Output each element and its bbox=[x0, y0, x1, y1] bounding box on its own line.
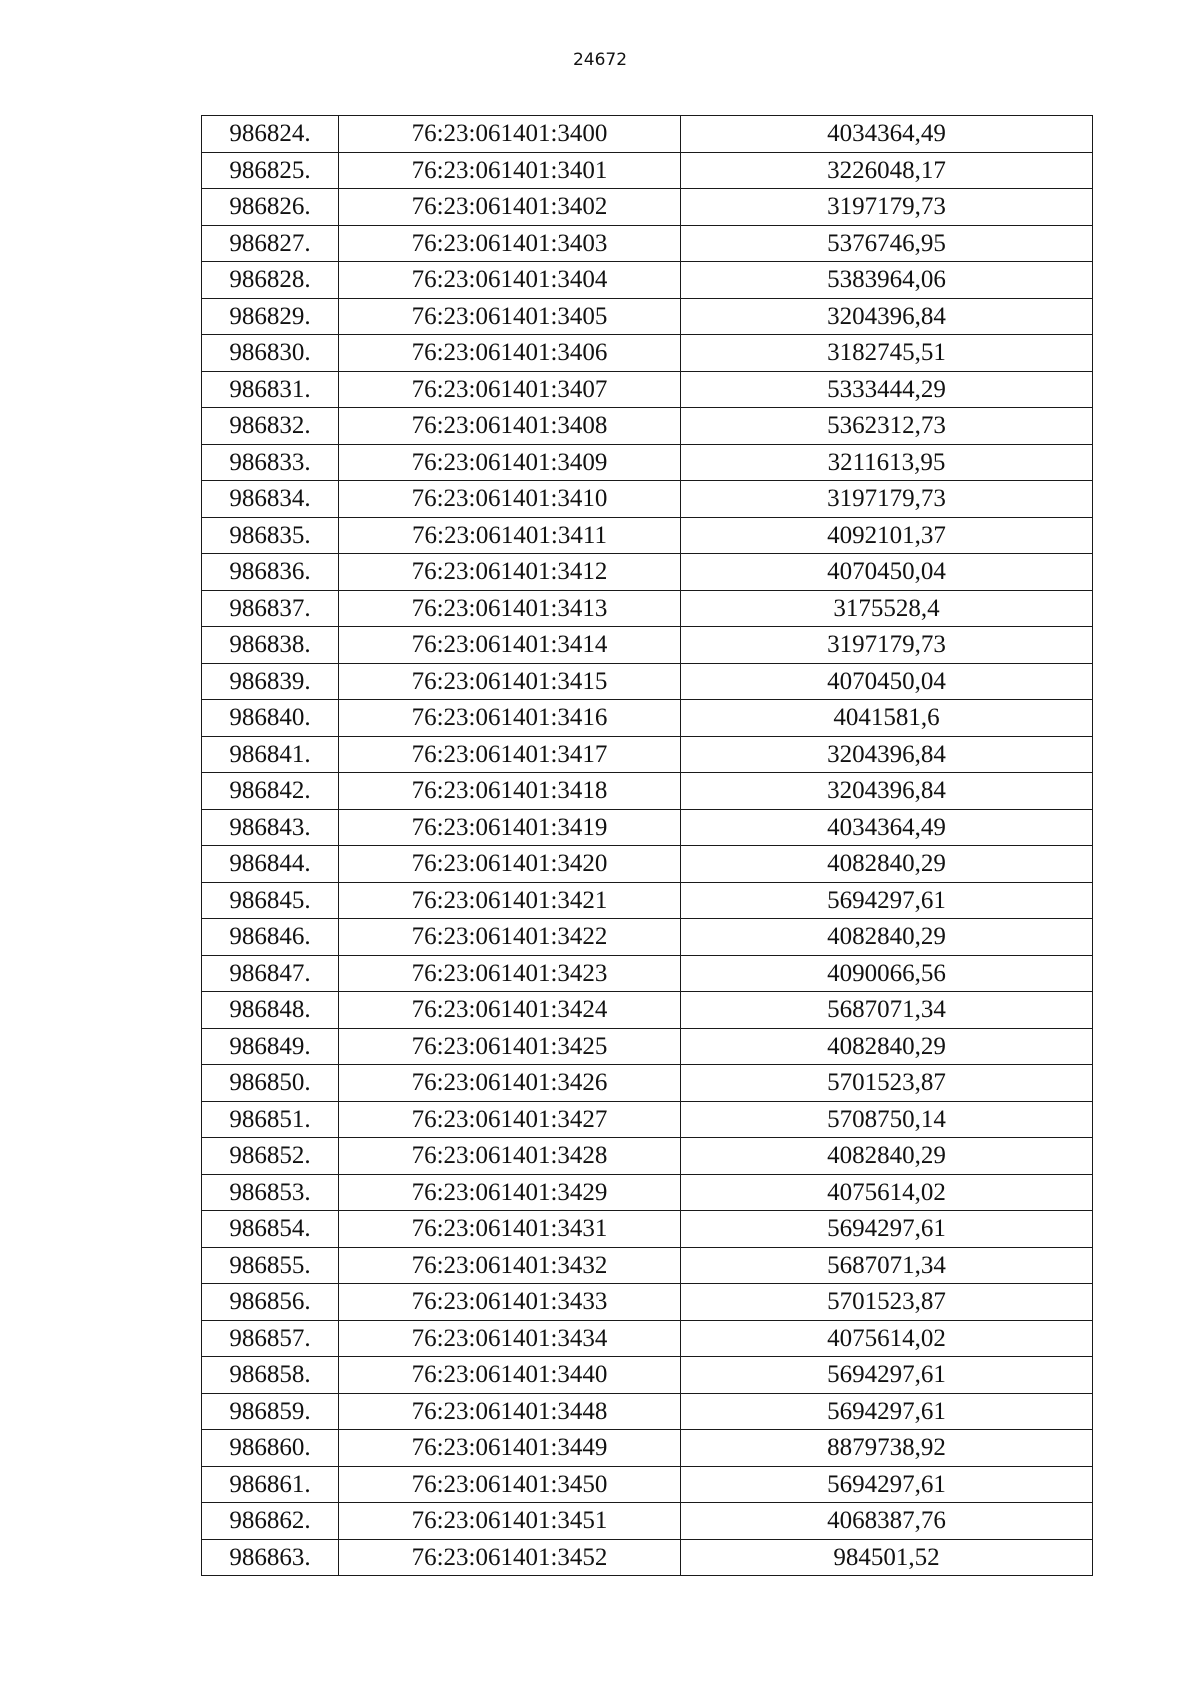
cadastral-value-cell: 4075614,02 bbox=[681, 1320, 1093, 1357]
table-row bbox=[202, 1284, 1093, 1321]
table-row bbox=[202, 1247, 1093, 1284]
row-number-cell: 986835. bbox=[202, 517, 339, 554]
table-row bbox=[202, 554, 1093, 591]
cadastral-number-cell: 76:23:061401:3422 bbox=[339, 919, 681, 956]
row-number-cell: 986836. bbox=[202, 554, 339, 591]
cadastral-value-cell: 3211613,95 bbox=[681, 444, 1093, 481]
row-number-cell: 986847. bbox=[202, 955, 339, 992]
cadastral-number-cell: 76:23:061401:3413 bbox=[339, 590, 681, 627]
row-number-cell: 986849. bbox=[202, 1028, 339, 1065]
table-row bbox=[202, 189, 1093, 226]
row-number-cell: 986833. bbox=[202, 444, 339, 481]
cadastral-number-cell: 76:23:061401:3449 bbox=[339, 1430, 681, 1467]
cadastral-number-cell: 76:23:061401:3432 bbox=[339, 1247, 681, 1284]
row-number-cell: 986860. bbox=[202, 1430, 339, 1467]
row-number-cell: 986839. bbox=[202, 663, 339, 700]
cadastral-value-cell: 5687071,34 bbox=[681, 1247, 1093, 1284]
row-number-cell: 986856. bbox=[202, 1284, 339, 1321]
table-row bbox=[202, 517, 1093, 554]
cadastral-value-cell: 8879738,92 bbox=[681, 1430, 1093, 1467]
cadastral-number-cell: 76:23:061401:3400 bbox=[339, 116, 681, 153]
cadastral-value-cell: 4082840,29 bbox=[681, 1028, 1093, 1065]
cadastral-number-cell: 76:23:061401:3414 bbox=[339, 627, 681, 664]
row-number-cell: 986842. bbox=[202, 773, 339, 810]
cadastral-number-cell: 76:23:061401:3425 bbox=[339, 1028, 681, 1065]
table-row bbox=[202, 955, 1093, 992]
table-row bbox=[202, 992, 1093, 1029]
cadastral-value-cell: 4090066,56 bbox=[681, 955, 1093, 992]
cadastral-number-cell: 76:23:061401:3427 bbox=[339, 1101, 681, 1138]
table-row bbox=[202, 919, 1093, 956]
row-number-cell: 986824. bbox=[202, 116, 339, 153]
cadastral-number-cell: 76:23:061401:3420 bbox=[339, 846, 681, 883]
cadastral-number-cell: 76:23:061401:3428 bbox=[339, 1138, 681, 1175]
registry-table bbox=[201, 115, 1093, 1576]
table-row bbox=[202, 590, 1093, 627]
table-row bbox=[202, 736, 1093, 773]
cadastral-value-cell: 5694297,61 bbox=[681, 882, 1093, 919]
table-row bbox=[202, 846, 1093, 883]
row-number-cell: 986852. bbox=[202, 1138, 339, 1175]
cadastral-number-cell: 76:23:061401:3417 bbox=[339, 736, 681, 773]
cadastral-value-cell: 4075614,02 bbox=[681, 1174, 1093, 1211]
row-number-cell: 986854. bbox=[202, 1211, 339, 1248]
table-row bbox=[202, 152, 1093, 189]
row-number-cell: 986841. bbox=[202, 736, 339, 773]
cadastral-number-cell: 76:23:061401:3406 bbox=[339, 335, 681, 372]
row-number-cell: 986857. bbox=[202, 1320, 339, 1357]
cadastral-number-cell: 76:23:061401:3448 bbox=[339, 1393, 681, 1430]
cadastral-number-cell: 76:23:061401:3424 bbox=[339, 992, 681, 1029]
cadastral-number-cell: 76:23:061401:3434 bbox=[339, 1320, 681, 1357]
row-number-cell: 986850. bbox=[202, 1065, 339, 1102]
cadastral-value-cell: 3197179,73 bbox=[681, 481, 1093, 518]
row-number-cell: 986829. bbox=[202, 298, 339, 335]
cadastral-value-cell: 5333444,29 bbox=[681, 371, 1093, 408]
table-row bbox=[202, 1065, 1093, 1102]
row-number-cell: 986831. bbox=[202, 371, 339, 408]
cadastral-value-cell: 5708750,14 bbox=[681, 1101, 1093, 1138]
table-row bbox=[202, 1357, 1093, 1394]
cadastral-value-cell: 4034364,49 bbox=[681, 809, 1093, 846]
cadastral-number-cell: 76:23:061401:3401 bbox=[339, 152, 681, 189]
cadastral-number-cell: 76:23:061401:3403 bbox=[339, 225, 681, 262]
page-number: 24672 bbox=[572, 50, 628, 70]
table-row bbox=[202, 1028, 1093, 1065]
cadastral-value-cell: 984501,52 bbox=[681, 1539, 1093, 1576]
row-number-cell: 986827. bbox=[202, 225, 339, 262]
row-number-cell: 986844. bbox=[202, 846, 339, 883]
cadastral-value-cell: 4070450,04 bbox=[681, 663, 1093, 700]
cadastral-value-cell: 4082840,29 bbox=[681, 1138, 1093, 1175]
cadastral-value-cell: 5376746,95 bbox=[681, 225, 1093, 262]
cadastral-number-cell: 76:23:061401:3452 bbox=[339, 1539, 681, 1576]
cadastral-value-cell: 5694297,61 bbox=[681, 1357, 1093, 1394]
cadastral-value-cell: 5694297,61 bbox=[681, 1393, 1093, 1430]
table-row bbox=[202, 262, 1093, 299]
table-row bbox=[202, 1393, 1093, 1430]
cadastral-number-cell: 76:23:061401:3440 bbox=[339, 1357, 681, 1394]
row-number-cell: 986853. bbox=[202, 1174, 339, 1211]
cadastral-number-cell: 76:23:061401:3426 bbox=[339, 1065, 681, 1102]
cadastral-number-cell: 76:23:061401:3451 bbox=[339, 1503, 681, 1540]
cadastral-number-cell: 76:23:061401:3407 bbox=[339, 371, 681, 408]
cadastral-value-cell: 3204396,84 bbox=[681, 773, 1093, 810]
cadastral-value-cell: 4082840,29 bbox=[681, 919, 1093, 956]
cadastral-value-cell: 4068387,76 bbox=[681, 1503, 1093, 1540]
table-row bbox=[202, 481, 1093, 518]
row-number-cell: 986851. bbox=[202, 1101, 339, 1138]
row-number-cell: 986832. bbox=[202, 408, 339, 445]
table-row bbox=[202, 444, 1093, 481]
table-row bbox=[202, 335, 1093, 372]
cadastral-value-cell: 5694297,61 bbox=[681, 1211, 1093, 1248]
cadastral-number-cell: 76:23:061401:3408 bbox=[339, 408, 681, 445]
table-row bbox=[202, 663, 1093, 700]
cadastral-number-cell: 76:23:061401:3412 bbox=[339, 554, 681, 591]
table-row bbox=[202, 298, 1093, 335]
cadastral-value-cell: 3197179,73 bbox=[681, 189, 1093, 226]
table-row bbox=[202, 1539, 1093, 1576]
cadastral-value-cell: 5687071,34 bbox=[681, 992, 1093, 1029]
cadastral-number-cell: 76:23:061401:3402 bbox=[339, 189, 681, 226]
cadastral-number-cell: 76:23:061401:3421 bbox=[339, 882, 681, 919]
table-row bbox=[202, 1174, 1093, 1211]
cadastral-number-cell: 76:23:061401:3450 bbox=[339, 1466, 681, 1503]
cadastral-number-cell: 76:23:061401:3405 bbox=[339, 298, 681, 335]
row-number-cell: 986859. bbox=[202, 1393, 339, 1430]
table-row bbox=[202, 1503, 1093, 1540]
row-number-cell: 986846. bbox=[202, 919, 339, 956]
table-row bbox=[202, 1138, 1093, 1175]
cadastral-number-cell: 76:23:061401:3418 bbox=[339, 773, 681, 810]
cadastral-number-cell: 76:23:061401:3416 bbox=[339, 700, 681, 737]
row-number-cell: 986826. bbox=[202, 189, 339, 226]
cadastral-value-cell: 4041581,6 bbox=[681, 700, 1093, 737]
cadastral-value-cell: 4092101,37 bbox=[681, 517, 1093, 554]
cadastral-value-cell: 3204396,84 bbox=[681, 298, 1093, 335]
cadastral-number-cell: 76:23:061401:3433 bbox=[339, 1284, 681, 1321]
cadastral-value-cell: 5701523,87 bbox=[681, 1065, 1093, 1102]
table-row bbox=[202, 1101, 1093, 1138]
cadastral-number-cell: 76:23:061401:3415 bbox=[339, 663, 681, 700]
cadastral-value-cell: 3197179,73 bbox=[681, 627, 1093, 664]
row-number-cell: 986862. bbox=[202, 1503, 339, 1540]
row-number-cell: 986840. bbox=[202, 700, 339, 737]
row-number-cell: 986863. bbox=[202, 1539, 339, 1576]
row-number-cell: 986858. bbox=[202, 1357, 339, 1394]
cadastral-value-cell: 4034364,49 bbox=[681, 116, 1093, 153]
cadastral-value-cell: 5701523,87 bbox=[681, 1284, 1093, 1321]
row-number-cell: 986828. bbox=[202, 262, 339, 299]
table-row bbox=[202, 1211, 1093, 1248]
row-number-cell: 986830. bbox=[202, 335, 339, 372]
row-number-cell: 986855. bbox=[202, 1247, 339, 1284]
cadastral-number-cell: 76:23:061401:3419 bbox=[339, 809, 681, 846]
cadastral-number-cell: 76:23:061401:3431 bbox=[339, 1211, 681, 1248]
table-row bbox=[202, 1430, 1093, 1467]
table-row bbox=[202, 408, 1093, 445]
cadastral-number-cell: 76:23:061401:3410 bbox=[339, 481, 681, 518]
cadastral-value-cell: 3175528,4 bbox=[681, 590, 1093, 627]
table-row bbox=[202, 116, 1093, 153]
cadastral-number-cell: 76:23:061401:3429 bbox=[339, 1174, 681, 1211]
row-number-cell: 986861. bbox=[202, 1466, 339, 1503]
cadastral-value-cell: 5383964,06 bbox=[681, 262, 1093, 299]
cadastral-value-cell: 3182745,51 bbox=[681, 335, 1093, 372]
cadastral-value-cell: 4082840,29 bbox=[681, 846, 1093, 883]
table-row bbox=[202, 1320, 1093, 1357]
row-number-cell: 986837. bbox=[202, 590, 339, 627]
cadastral-number-cell: 76:23:061401:3409 bbox=[339, 444, 681, 481]
table-row bbox=[202, 627, 1093, 664]
row-number-cell: 986843. bbox=[202, 809, 339, 846]
row-number-cell: 986825. bbox=[202, 152, 339, 189]
table-row bbox=[202, 773, 1093, 810]
cadastral-value-cell: 5694297,61 bbox=[681, 1466, 1093, 1503]
table-row bbox=[202, 371, 1093, 408]
cadastral-value-cell: 4070450,04 bbox=[681, 554, 1093, 591]
registry-table-body bbox=[202, 116, 1093, 1576]
cadastral-value-cell: 5362312,73 bbox=[681, 408, 1093, 445]
cadastral-value-cell: 3226048,17 bbox=[681, 152, 1093, 189]
table-row bbox=[202, 700, 1093, 737]
row-number-cell: 986838. bbox=[202, 627, 339, 664]
table-row bbox=[202, 1466, 1093, 1503]
row-number-cell: 986834. bbox=[202, 481, 339, 518]
table-row bbox=[202, 809, 1093, 846]
table-row bbox=[202, 225, 1093, 262]
row-number-cell: 986848. bbox=[202, 992, 339, 1029]
cadastral-number-cell: 76:23:061401:3404 bbox=[339, 262, 681, 299]
cadastral-number-cell: 76:23:061401:3423 bbox=[339, 955, 681, 992]
cadastral-value-cell: 3204396,84 bbox=[681, 736, 1093, 773]
table-row bbox=[202, 882, 1093, 919]
cadastral-number-cell: 76:23:061401:3411 bbox=[339, 517, 681, 554]
row-number-cell: 986845. bbox=[202, 882, 339, 919]
